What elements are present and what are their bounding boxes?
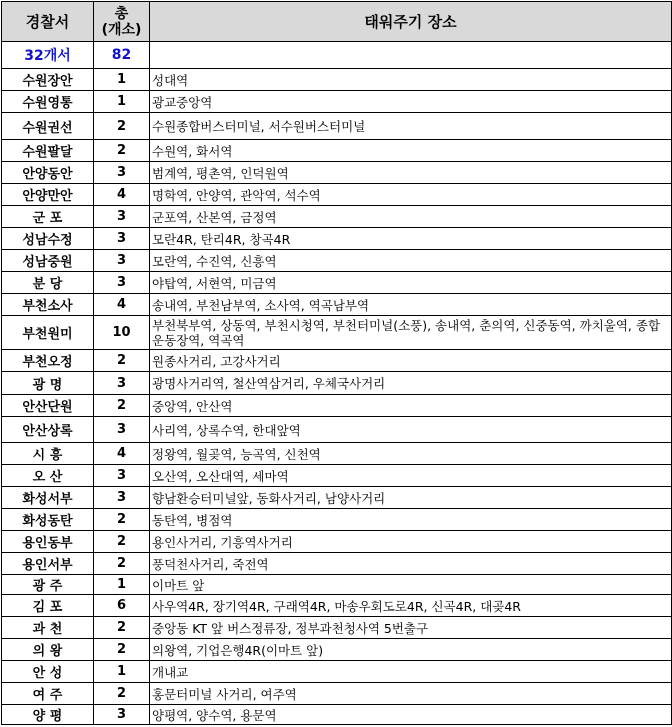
station-cell: 의 왕 — [2, 639, 94, 661]
count-cell: 1 — [94, 69, 150, 91]
table-row — [2, 162, 672, 184]
station-cell: 성남수정 — [2, 228, 94, 250]
table-row — [2, 465, 672, 487]
table-row — [2, 294, 672, 316]
count-cell: 2 — [94, 639, 150, 661]
count-cell: 3 — [94, 228, 150, 250]
table-row — [2, 705, 672, 725]
table-row — [2, 250, 672, 272]
table-row — [2, 113, 672, 140]
count-cell: 2 — [94, 395, 150, 417]
count-cell: 2 — [94, 617, 150, 639]
total-count: 82 — [94, 42, 150, 69]
count-cell: 2 — [94, 531, 150, 553]
location-cell: 동탄역, 병점역 — [150, 509, 672, 531]
count-cell: 6 — [94, 595, 150, 617]
station-cell: 군 포 — [2, 206, 94, 228]
table-row — [2, 661, 672, 683]
table-row — [2, 487, 672, 509]
table-row — [2, 69, 672, 91]
count-cell: 1 — [94, 661, 150, 683]
location-cell: 중앙역, 안산역 — [150, 395, 672, 417]
table-row — [2, 395, 672, 417]
header-station: 경찰서 — [2, 2, 94, 42]
location-cell: 오산역, 오산대역, 세마역 — [150, 465, 672, 487]
location-cell: 중앙동 KT 앞 버스정류장, 정부과천청사역 5번출구 — [150, 617, 672, 639]
location-cell: 광교중앙역 — [150, 91, 672, 113]
table-row — [2, 350, 672, 372]
location-cell: 원종사거리, 고강사거리 — [150, 350, 672, 372]
location-cell: 모란역, 수진역, 신흥역 — [150, 250, 672, 272]
station-cell: 광 명 — [2, 372, 94, 395]
count-cell: 1 — [94, 575, 150, 595]
location-cell: 수원종합버스터미널, 서수원버스터미널 — [150, 113, 672, 140]
station-cell: 용인서부 — [2, 553, 94, 575]
station-cell: 화성서부 — [2, 487, 94, 509]
station-cell: 수원장안 — [2, 69, 94, 91]
header-location: 태워주기 장소 — [150, 2, 672, 42]
station-cell: 용인동부 — [2, 531, 94, 553]
location-cell: 송내역, 부천남부역, 소사역, 역곡남부역 — [150, 294, 672, 316]
table-row — [2, 531, 672, 553]
station-cell: 부천소사 — [2, 294, 94, 316]
location-cell: 군포역, 산본역, 금정역 — [150, 206, 672, 228]
location-cell: 향남환승터미널앞, 동화사거리, 남양사거리 — [150, 487, 672, 509]
station-cell: 양 평 — [2, 705, 94, 725]
count-cell: 4 — [94, 294, 150, 316]
location-cell: 개내교 — [150, 661, 672, 683]
header-row — [2, 2, 672, 42]
total-row — [2, 42, 672, 69]
station-cell: 분 당 — [2, 272, 94, 294]
table-row — [2, 553, 672, 575]
table-row — [2, 91, 672, 113]
location-cell: 이마트 앞 — [150, 575, 672, 595]
table-row — [2, 443, 672, 465]
location-cell: 야탑역, 서현역, 미금역 — [150, 272, 672, 294]
count-cell: 1 — [94, 91, 150, 113]
count-cell: 2 — [94, 553, 150, 575]
station-cell: 화성동탄 — [2, 509, 94, 531]
count-cell: 2 — [94, 509, 150, 531]
location-cell: 양평역, 양수역, 용문역 — [150, 705, 672, 725]
count-cell: 2 — [94, 113, 150, 140]
table-row — [2, 575, 672, 595]
header-count-line1: 총 — [114, 5, 129, 22]
station-cell: 수원영통 — [2, 91, 94, 113]
location-cell: 정왕역, 월곶역, 능곡역, 신천역 — [150, 443, 672, 465]
location-cell: 풍덕천사거리, 죽전역 — [150, 553, 672, 575]
station-cell: 수원권선 — [2, 113, 94, 140]
count-cell: 3 — [94, 162, 150, 184]
table-row — [2, 417, 672, 443]
station-cell: 안양동안 — [2, 162, 94, 184]
station-cell: 광 주 — [2, 575, 94, 595]
station-cell: 부천오정 — [2, 350, 94, 372]
location-cell: 사우역4R, 장기역4R, 구래역4R, 마송우회도로4R, 신곡4R, 대곶4R — [150, 595, 672, 617]
location-cell: 수원역, 화서역 — [150, 140, 672, 162]
table-row — [2, 595, 672, 617]
location-cell: 의왕역, 기업은행4R(이마트 앞) — [150, 639, 672, 661]
station-cell: 오 산 — [2, 465, 94, 487]
count-cell: 3 — [94, 465, 150, 487]
station-cell: 안 성 — [2, 661, 94, 683]
count-cell: 10 — [94, 316, 150, 350]
location-cell: 홍문터미널 사거리, 여주역 — [150, 683, 672, 705]
station-cell: 수원팔달 — [2, 140, 94, 162]
station-cell: 안산상록 — [2, 417, 94, 443]
station-cell: 안산단원 — [2, 395, 94, 417]
station-cell: 시 흥 — [2, 443, 94, 465]
count-cell: 3 — [94, 417, 150, 443]
station-cell: 안양만안 — [2, 184, 94, 206]
station-cell: 김 포 — [2, 595, 94, 617]
count-cell: 2 — [94, 140, 150, 162]
location-table — [1, 1, 672, 725]
count-cell: 3 — [94, 272, 150, 294]
total-location — [150, 42, 672, 69]
table-row — [2, 206, 672, 228]
table-row — [2, 228, 672, 250]
table-row — [2, 184, 672, 206]
count-cell: 2 — [94, 350, 150, 372]
station-cell: 과 천 — [2, 617, 94, 639]
count-cell: 4 — [94, 184, 150, 206]
count-cell: 3 — [94, 372, 150, 395]
location-cell: 명학역, 안양역, 관악역, 석수역 — [150, 184, 672, 206]
table-row — [2, 509, 672, 531]
table-row — [2, 140, 672, 162]
location-cell: 사리역, 상록수역, 한대앞역 — [150, 417, 672, 443]
count-cell: 2 — [94, 683, 150, 705]
location-cell: 범계역, 평촌역, 인덕원역 — [150, 162, 672, 184]
table-row — [2, 617, 672, 639]
station-cell: 부천원미 — [2, 316, 94, 350]
header-count — [94, 2, 150, 42]
location-cell: 부천북부역, 상동역, 부천시청역, 부천터미널(소풍), 송내역, 춘의역, 신중동역, 까치울역, 종합운동장역, 역곡역 — [150, 316, 672, 350]
location-cell: 용인사거리, 기흥역사거리 — [150, 531, 672, 553]
location-cell: 광명사거리역, 철산역삼거리, 우체국사거리 — [150, 372, 672, 395]
table-row — [2, 639, 672, 661]
count-cell: 3 — [94, 705, 150, 725]
table-row — [2, 272, 672, 294]
station-cell: 성남중원 — [2, 250, 94, 272]
header-count-line2: (개소) — [101, 21, 142, 38]
location-cell: 모란4R, 탄리4R, 창곡4R — [150, 228, 672, 250]
location-cell: 성대역 — [150, 69, 672, 91]
table-row — [2, 683, 672, 705]
table-row — [2, 372, 672, 395]
table-row — [2, 316, 672, 350]
total-station: 32개서 — [2, 42, 94, 69]
count-cell: 3 — [94, 250, 150, 272]
count-cell: 3 — [94, 487, 150, 509]
count-cell: 4 — [94, 443, 150, 465]
count-cell: 3 — [94, 206, 150, 228]
station-cell: 여 주 — [2, 683, 94, 705]
